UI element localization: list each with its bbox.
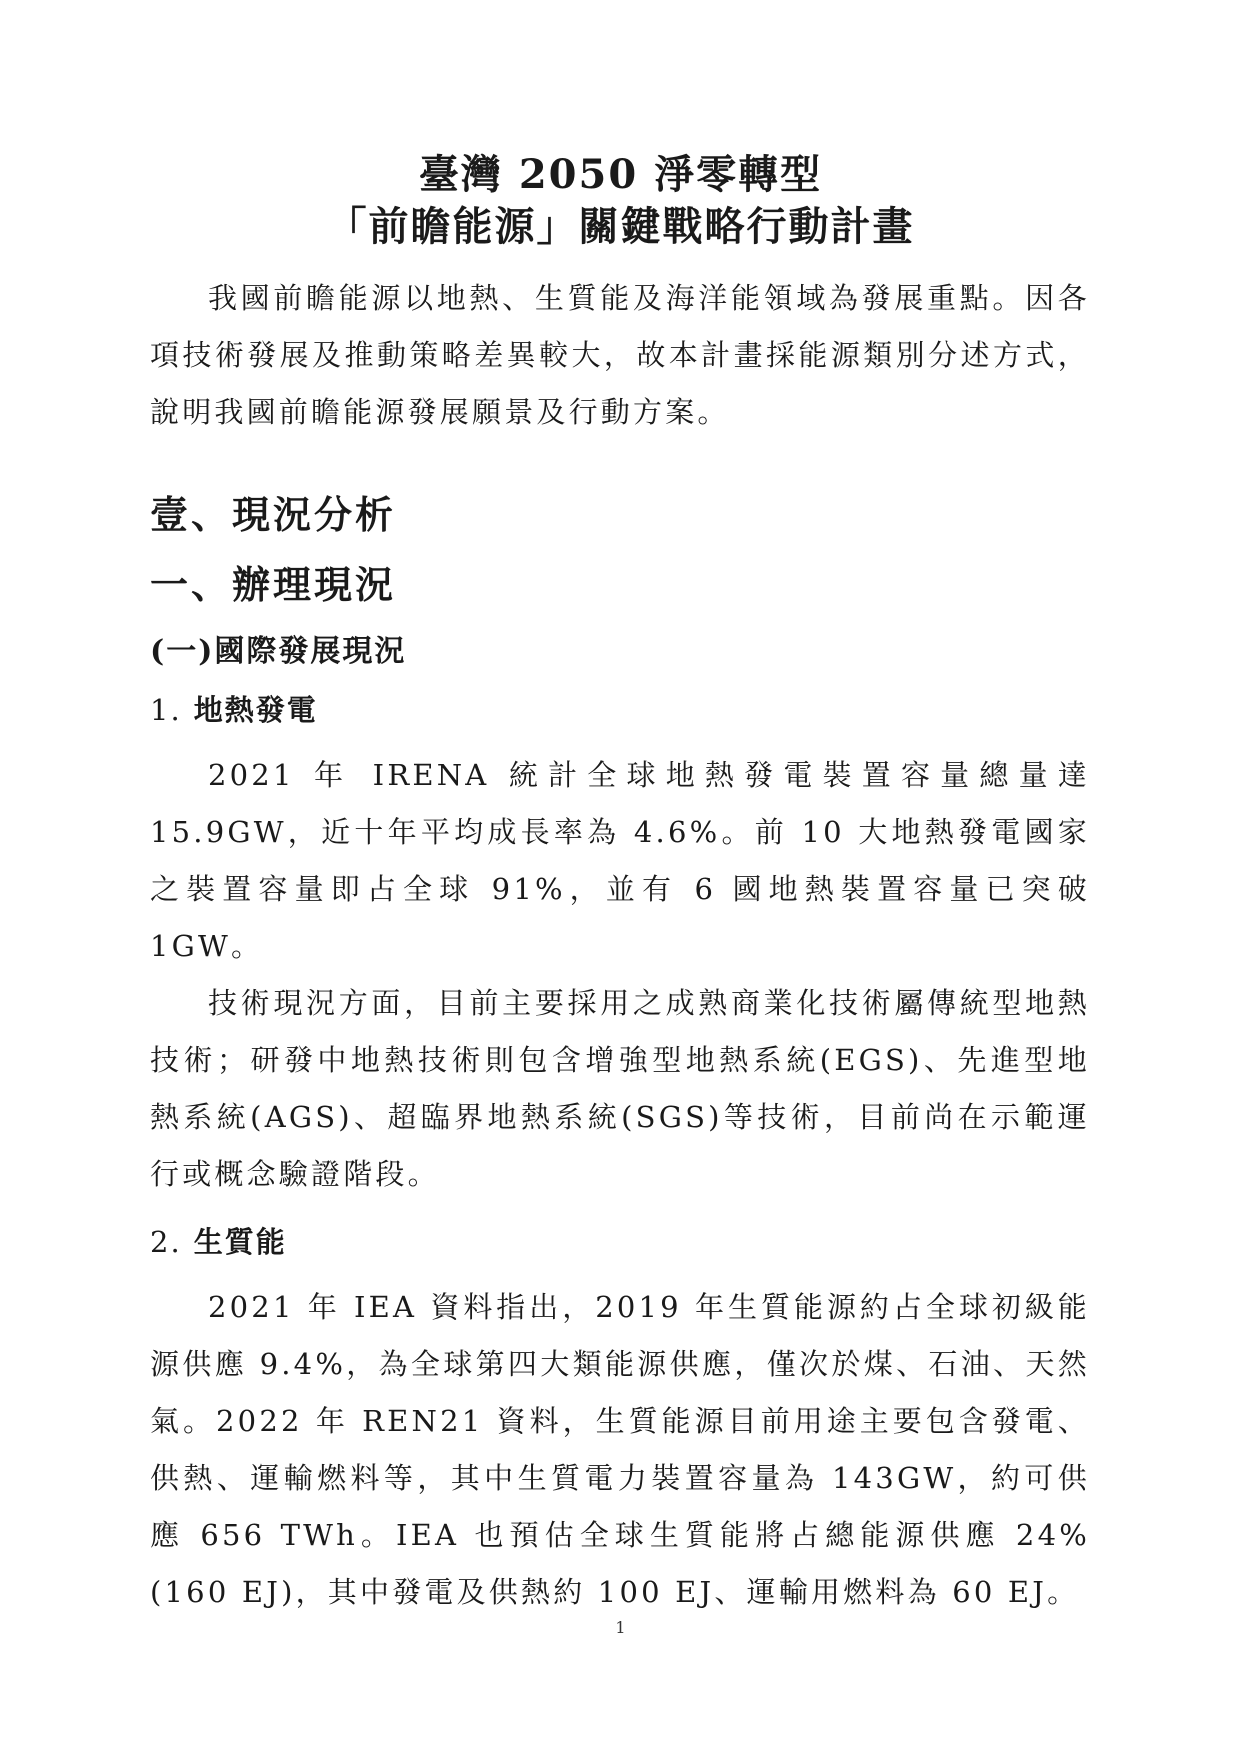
document-title-line2: 「前瞻能源」關鍵戰略行動計畫 (326, 203, 915, 250)
item-number: 1. (150, 693, 182, 727)
item-number: 2. (150, 1225, 182, 1259)
document-body (150, 270, 1090, 1621)
section-heading-current-analysis: 壹、現況分析 (150, 492, 397, 537)
subsection-heading-international: (一)國際發展現況 (150, 634, 407, 669)
geothermal-paragraph-1: 2021 年 IRENA 統計全球地熱發電裝置容量總量達 15.9GW，近十年平均成長率為 4.6%。前 10 大地熱發電國家之裝置容量即占全球 91%，並有 6 國地熱裝置容量已突破 1GW。 (150, 758, 1090, 963)
item-title: 生質能 (193, 1225, 287, 1259)
item-title: 地熱發電 (193, 693, 318, 727)
subsection-heading-status: 一、辦理現況 (150, 562, 397, 607)
document-title-line1: 臺灣 2050 淨零轉型 (418, 151, 823, 198)
item-heading-geothermal (150, 685, 1090, 735)
item-heading-biomass (150, 1217, 1090, 1267)
intro-paragraph: 我國前瞻能源以地熱、生質能及海洋能領域為發展重點。因各項技術發展及推動策略差異較大，故本計畫採能源類別分述方式，說明我國前瞻能源發展願景及行動方案。 (150, 281, 1090, 429)
biomass-paragraph-1: 2021 年 IEA 資料指出，2019 年生質能源約占全球初級能源供應 9.4%，為全球第四大類能源供應，僅次於煤、石油、天然氣。2022 年 REN21 資料，生質能源目前用途主要包含發電、供熱、運輸燃料等，其中生質電力裝置容量為 143GW，約可供應 656 TWh。IEA 也預估全球生質能將占總能源供應 24% (160 EJ)，其中發電及供熱約 100 EJ、運輸用燃料為 60 EJ。 (150, 1290, 1090, 1609)
geothermal-paragraph-2: 技術現況方面，目前主要採用之成熟商業化技術屬傳統型地熱技術；研發中地熱技術則包含增強型地熱系統(EGS)、先進型地熱系統(AGS)、超臨界地熱系統(SGS)等技術，目前尚在示範運行或概念驗證階段。 (150, 986, 1090, 1191)
page-number: 1 (615, 1618, 626, 1637)
